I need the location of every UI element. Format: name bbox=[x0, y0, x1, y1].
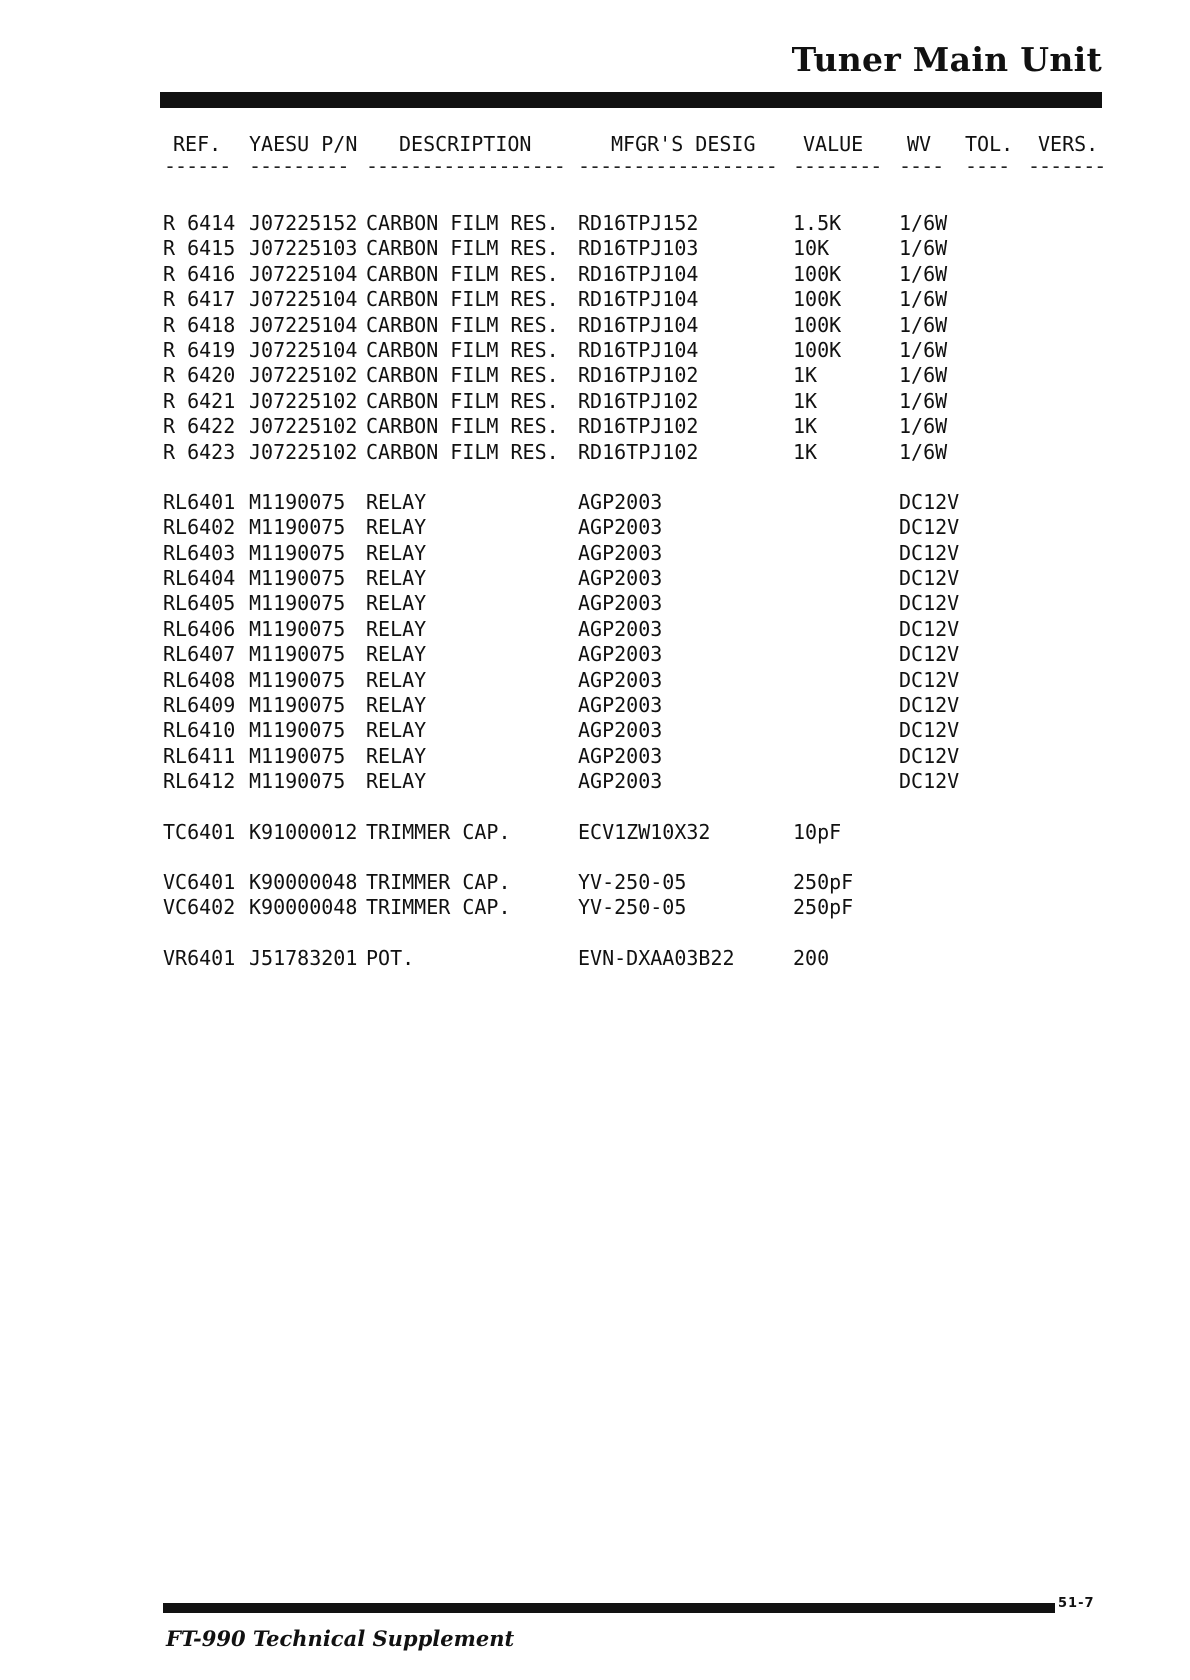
cell-value: 1.5K bbox=[793, 211, 842, 235]
cell-value: 250pF bbox=[793, 895, 854, 920]
cell-ref: RL6403 bbox=[163, 540, 236, 565]
cell-wv: DC12V bbox=[899, 693, 960, 718]
cell-part-number: J07225102 bbox=[249, 439, 358, 464]
cell-ref: R 6414 bbox=[163, 211, 236, 235]
header-tol: TOL. bbox=[965, 132, 1014, 156]
cell-part-number: J07225104 bbox=[249, 287, 358, 312]
cell-ref: R 6419 bbox=[163, 337, 236, 362]
cell-mfgr-desig: AGP2003 bbox=[578, 743, 663, 768]
cell-ref: R 6416 bbox=[163, 261, 236, 286]
cell-wv: 1/6W bbox=[899, 261, 948, 286]
cell-wv: 1/6W bbox=[899, 287, 948, 312]
cell-ref: VC6402 bbox=[163, 895, 236, 920]
cell-part-number: M1190075 bbox=[249, 566, 346, 591]
header-mfgr: MFGR'S DESIG bbox=[611, 132, 756, 156]
cell-wv: DC12V bbox=[899, 515, 960, 540]
table-row bbox=[161, 870, 1106, 895]
cell-value: 10K bbox=[793, 236, 830, 261]
table-row bbox=[161, 440, 1106, 465]
cell-mfgr-desig: RD16TPJ152 bbox=[578, 211, 699, 235]
cell-wv: 1/6W bbox=[899, 236, 948, 261]
cell-wv: DC12V bbox=[899, 743, 960, 768]
cell-part-number: M1190075 bbox=[249, 489, 346, 514]
cell-wv: 1/6W bbox=[899, 211, 948, 235]
cell-part-number: M1190075 bbox=[249, 515, 346, 540]
cell-description: CARBON FILM RES. bbox=[366, 363, 559, 388]
page-title: Tuner Main Unit bbox=[791, 40, 1102, 79]
cell-ref: RL6407 bbox=[163, 642, 236, 667]
cell-description: CARBON FILM RES. bbox=[366, 211, 559, 235]
cell-description: CARBON FILM RES. bbox=[366, 414, 559, 439]
cell-description: RELAY bbox=[366, 693, 427, 718]
cell-mfgr-desig: RD16TPJ104 bbox=[578, 261, 699, 286]
cell-part-number: J07225102 bbox=[249, 363, 358, 388]
parts-list-table bbox=[161, 130, 1106, 971]
cell-mfgr-desig: RD16TPJ103 bbox=[578, 236, 699, 261]
cell-wv: 1/6W bbox=[899, 363, 948, 388]
cell-part-number: J51783201 bbox=[249, 945, 358, 970]
cell-ref: RL6402 bbox=[163, 515, 236, 540]
header-divider-bar bbox=[160, 92, 1102, 108]
cell-part-number: M1190075 bbox=[249, 591, 346, 616]
cell-ref: RL6410 bbox=[163, 718, 236, 743]
cell-description: CARBON FILM RES. bbox=[366, 312, 559, 337]
cell-mfgr-desig: RD16TPJ102 bbox=[578, 414, 699, 439]
cell-mfgr-desig: AGP2003 bbox=[578, 540, 663, 565]
cell-mfgr-desig: ECV1ZW10X32 bbox=[578, 819, 711, 844]
footer-title: FT-990 Technical Supplement bbox=[166, 1626, 515, 1651]
table-row bbox=[161, 515, 1106, 540]
cell-wv: 1/6W bbox=[899, 414, 948, 439]
group-spacer bbox=[161, 465, 1106, 490]
cell-ref: RL6409 bbox=[163, 693, 236, 718]
header-value: VALUE bbox=[803, 132, 864, 156]
cell-ref: R 6415 bbox=[163, 236, 236, 261]
table-row bbox=[161, 946, 1106, 971]
cell-ref: R 6421 bbox=[163, 388, 236, 413]
rule-tol: ---- bbox=[965, 154, 1010, 178]
cell-part-number: J07225102 bbox=[249, 388, 358, 413]
table-row bbox=[161, 211, 1106, 236]
cell-ref: R 6418 bbox=[163, 312, 236, 337]
cell-part-number: J07225152 bbox=[249, 211, 358, 235]
cell-wv: DC12V bbox=[899, 769, 960, 794]
cell-mfgr-desig: RD16TPJ104 bbox=[578, 287, 699, 312]
table-row bbox=[161, 642, 1106, 667]
cell-part-number: J07225104 bbox=[249, 337, 358, 362]
table-row bbox=[161, 338, 1106, 363]
header-ref: REF. bbox=[173, 132, 222, 156]
cell-part-number: J07225103 bbox=[249, 236, 358, 261]
table-row bbox=[161, 895, 1106, 920]
cell-mfgr-desig: YV-250-05 bbox=[578, 869, 687, 894]
cell-description: RELAY bbox=[366, 540, 427, 565]
header-wv: WV bbox=[907, 132, 932, 156]
cell-mfgr-desig: AGP2003 bbox=[578, 769, 663, 794]
table-row bbox=[161, 236, 1106, 261]
header-pn: YAESU P/N bbox=[249, 132, 358, 156]
cell-part-number: M1190075 bbox=[249, 769, 346, 794]
cell-part-number: J07225102 bbox=[249, 414, 358, 439]
cell-description: RELAY bbox=[366, 718, 427, 743]
table-row bbox=[161, 617, 1106, 642]
rule-mfgr: ------------------ bbox=[578, 154, 777, 178]
group-spacer bbox=[161, 921, 1106, 946]
cell-ref: RL6412 bbox=[163, 769, 236, 794]
cell-description: CARBON FILM RES. bbox=[366, 388, 559, 413]
cell-value: 100K bbox=[793, 287, 842, 312]
cell-mfgr-desig: AGP2003 bbox=[578, 489, 663, 514]
cell-value: 1K bbox=[793, 414, 818, 439]
cell-part-number: M1190075 bbox=[249, 616, 346, 641]
cell-value: 1K bbox=[793, 439, 818, 464]
table-row bbox=[161, 769, 1106, 794]
rule-value: -------- bbox=[793, 154, 882, 178]
cell-ref: R 6423 bbox=[163, 439, 236, 464]
cell-mfgr-desig: AGP2003 bbox=[578, 642, 663, 667]
cell-ref: R 6417 bbox=[163, 287, 236, 312]
cell-ref: RL6408 bbox=[163, 667, 236, 692]
cell-ref: TC6401 bbox=[163, 819, 236, 844]
cell-value: 1K bbox=[793, 388, 818, 413]
cell-part-number: M1190075 bbox=[249, 642, 346, 667]
cell-value: 1K bbox=[793, 363, 818, 388]
table-row bbox=[161, 693, 1106, 718]
cell-description: RELAY bbox=[366, 769, 427, 794]
cell-ref: RL6406 bbox=[163, 616, 236, 641]
rule-desc: ------------------ bbox=[366, 154, 565, 178]
cell-description: POT. bbox=[366, 945, 415, 970]
page-number: 51-7 bbox=[1058, 1596, 1095, 1611]
table-row bbox=[161, 668, 1106, 693]
cell-mfgr-desig: AGP2003 bbox=[578, 667, 663, 692]
cell-wv: 1/6W bbox=[899, 337, 948, 362]
cell-wv: DC12V bbox=[899, 566, 960, 591]
rule-ref: ------ bbox=[164, 154, 231, 178]
cell-description: RELAY bbox=[366, 566, 427, 591]
cell-mfgr-desig: AGP2003 bbox=[578, 591, 663, 616]
cell-description: RELAY bbox=[366, 667, 427, 692]
cell-part-number: M1190075 bbox=[249, 540, 346, 565]
table-row bbox=[161, 313, 1106, 338]
footer-divider-bar bbox=[163, 1603, 1055, 1613]
cell-part-number: J07225104 bbox=[249, 261, 358, 286]
cell-part-number: M1190075 bbox=[249, 718, 346, 743]
cell-description: RELAY bbox=[366, 489, 427, 514]
table-row bbox=[161, 820, 1106, 845]
table-row bbox=[161, 363, 1106, 388]
cell-part-number: M1190075 bbox=[249, 667, 346, 692]
cell-mfgr-desig: EVN-DXAA03B22 bbox=[578, 945, 735, 970]
table-row bbox=[161, 566, 1106, 591]
table-row bbox=[161, 541, 1106, 566]
cell-wv: DC12V bbox=[899, 616, 960, 641]
cell-mfgr-desig: YV-250-05 bbox=[578, 895, 687, 920]
table-row bbox=[161, 490, 1106, 515]
cell-mfgr-desig: RD16TPJ102 bbox=[578, 439, 699, 464]
cell-ref: VR6401 bbox=[163, 945, 236, 970]
cell-mfgr-desig: RD16TPJ104 bbox=[578, 312, 699, 337]
cell-ref: RL6411 bbox=[163, 743, 236, 768]
cell-value: 100K bbox=[793, 261, 842, 286]
cell-description: CARBON FILM RES. bbox=[366, 261, 559, 286]
cell-ref: R 6422 bbox=[163, 414, 236, 439]
group-spacer bbox=[161, 795, 1106, 820]
cell-wv: DC12V bbox=[899, 540, 960, 565]
cell-part-number: J07225104 bbox=[249, 312, 358, 337]
cell-description: TRIMMER CAP. bbox=[366, 895, 511, 920]
table-row bbox=[161, 389, 1106, 414]
header-vers: VERS. bbox=[1038, 132, 1099, 156]
cell-description: CARBON FILM RES. bbox=[366, 287, 559, 312]
cell-mfgr-desig: AGP2003 bbox=[578, 693, 663, 718]
cell-part-number: K91000012 bbox=[249, 819, 358, 844]
cell-description: CARBON FILM RES. bbox=[366, 236, 559, 261]
cell-wv: DC12V bbox=[899, 591, 960, 616]
table-row bbox=[161, 744, 1106, 769]
table-row bbox=[161, 591, 1106, 616]
cell-part-number: M1190075 bbox=[249, 743, 346, 768]
cell-part-number: K90000048 bbox=[249, 895, 358, 920]
rule-vers: ------- bbox=[1028, 154, 1106, 178]
cell-description: CARBON FILM RES. bbox=[366, 337, 559, 362]
cell-value: 250pF bbox=[793, 869, 854, 894]
cell-mfgr-desig: RD16TPJ102 bbox=[578, 388, 699, 413]
table-body bbox=[161, 186, 1106, 971]
table-row bbox=[161, 262, 1106, 287]
rule-wv: ---- bbox=[899, 154, 944, 178]
cell-mfgr-desig: AGP2003 bbox=[578, 566, 663, 591]
cell-wv: DC12V bbox=[899, 667, 960, 692]
header-desc: DESCRIPTION bbox=[399, 132, 532, 156]
cell-wv: 1/6W bbox=[899, 312, 948, 337]
cell-value: 200 bbox=[793, 945, 830, 970]
cell-description: RELAY bbox=[366, 591, 427, 616]
cell-value: 100K bbox=[793, 337, 842, 362]
cell-value: 100K bbox=[793, 312, 842, 337]
table-row bbox=[161, 287, 1106, 312]
rule-pn: --------- bbox=[249, 154, 349, 178]
cell-description: TRIMMER CAP. bbox=[366, 869, 511, 894]
cell-wv: DC12V bbox=[899, 489, 960, 514]
cell-wv: 1/6W bbox=[899, 439, 948, 464]
cell-description: RELAY bbox=[366, 642, 427, 667]
cell-description: RELAY bbox=[366, 743, 427, 768]
table-row bbox=[161, 718, 1106, 743]
cell-mfgr-desig: AGP2003 bbox=[578, 515, 663, 540]
cell-description: CARBON FILM RES. bbox=[366, 439, 559, 464]
cell-wv: 1/6W bbox=[899, 388, 948, 413]
group-spacer bbox=[161, 845, 1106, 870]
cell-mfgr-desig: RD16TPJ102 bbox=[578, 363, 699, 388]
cell-wv: DC12V bbox=[899, 718, 960, 743]
cell-ref: RL6404 bbox=[163, 566, 236, 591]
table-row bbox=[161, 414, 1106, 439]
cell-description: TRIMMER CAP. bbox=[366, 819, 511, 844]
cell-ref: VC6401 bbox=[163, 869, 236, 894]
cell-value: 10pF bbox=[793, 819, 842, 844]
cell-part-number: M1190075 bbox=[249, 693, 346, 718]
cell-ref: R 6420 bbox=[163, 363, 236, 388]
cell-description: RELAY bbox=[366, 616, 427, 641]
group-spacer bbox=[161, 186, 1106, 211]
cell-part-number: K90000048 bbox=[249, 869, 358, 894]
cell-ref: RL6401 bbox=[163, 489, 236, 514]
cell-mfgr-desig: AGP2003 bbox=[578, 616, 663, 641]
cell-mfgr-desig: RD16TPJ104 bbox=[578, 337, 699, 362]
cell-description: RELAY bbox=[366, 515, 427, 540]
header-underline-row bbox=[161, 154, 1106, 186]
cell-ref: RL6405 bbox=[163, 591, 236, 616]
cell-wv: DC12V bbox=[899, 642, 960, 667]
cell-mfgr-desig: AGP2003 bbox=[578, 718, 663, 743]
